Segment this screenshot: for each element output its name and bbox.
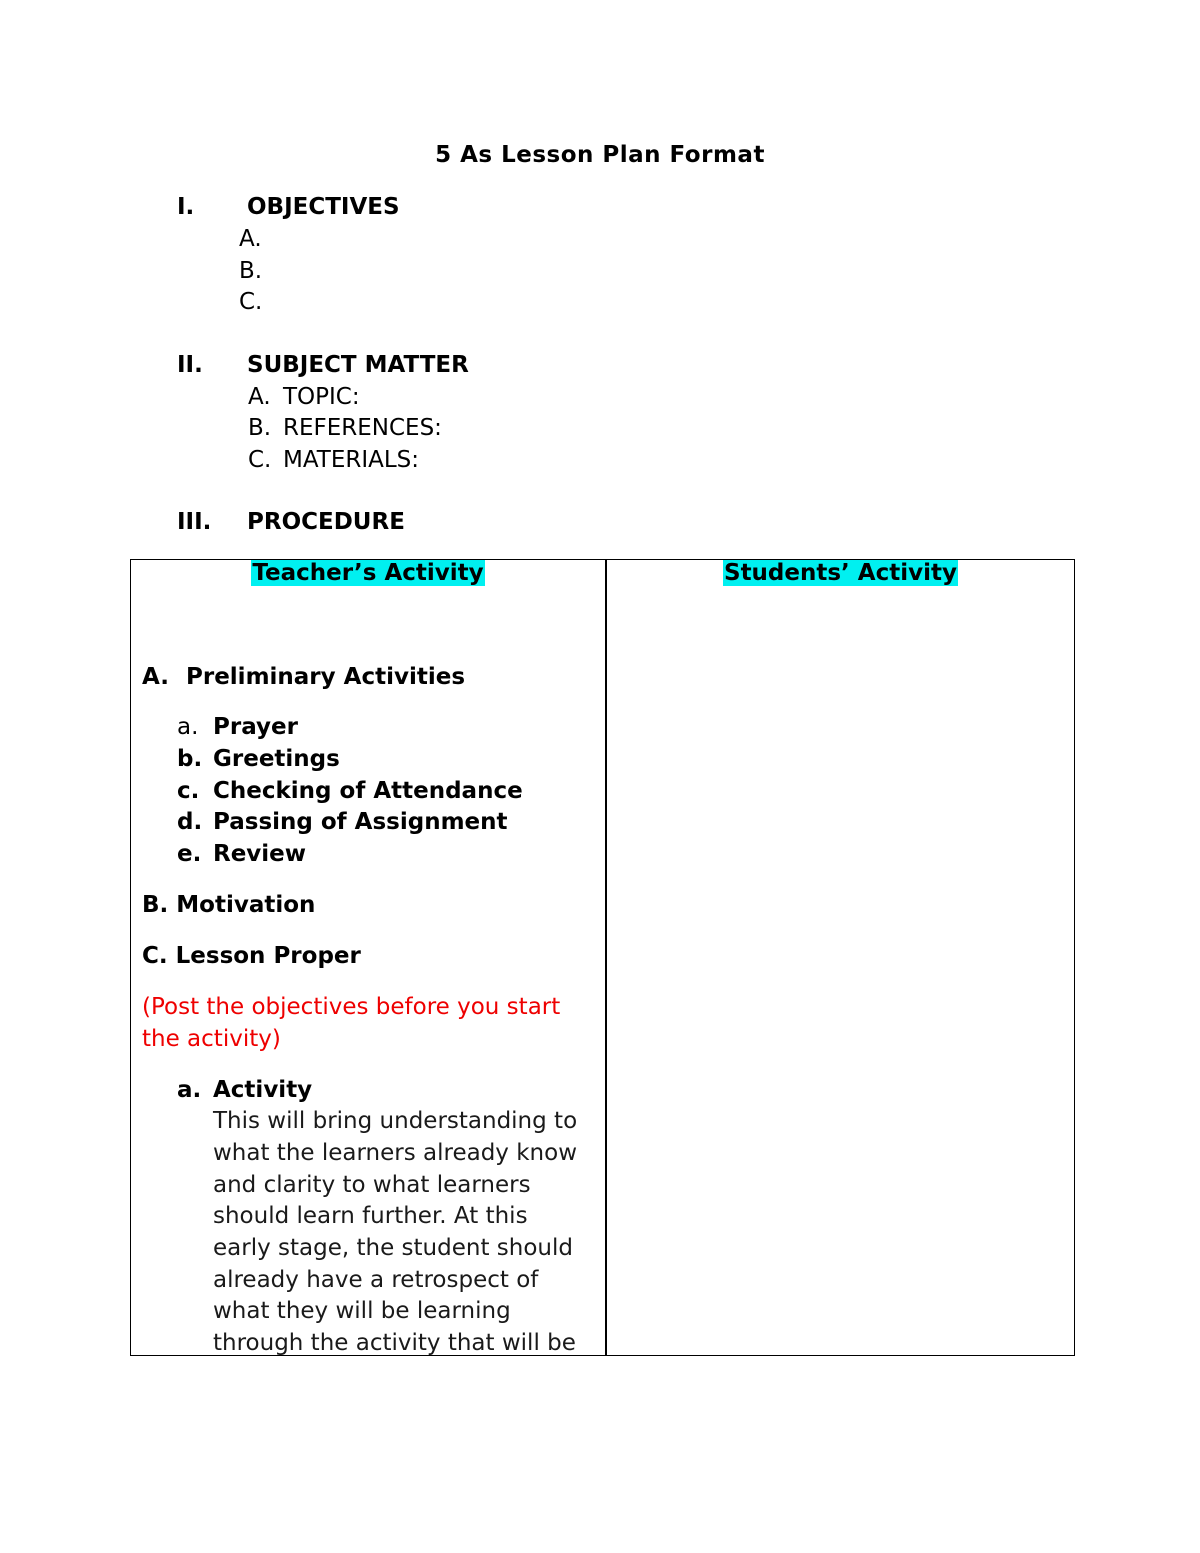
header-students-activity-cell: [606, 562, 1075, 585]
activity-heading: Activity: [213, 1077, 313, 1103]
activity-description-line: what they will be learning: [213, 1298, 511, 1324]
objective-item-a: A.: [239, 226, 262, 252]
prelim-item-greetings: Greetings: [213, 746, 340, 772]
subject-item-topic: TOPIC:: [283, 384, 360, 410]
objective-item-b: B.: [239, 258, 263, 284]
header-teachers-activity: Teacher’s Activity: [252, 560, 484, 586]
table-column-divider: [605, 559, 607, 1356]
activity-letter: a.: [177, 1077, 202, 1103]
prelim-item-assignment: Passing of Assignment: [213, 809, 508, 835]
preliminary-letter: A.: [142, 664, 169, 690]
header-students-activity: Students’ Activity: [724, 560, 957, 586]
subject-item-letter-topic: A.: [248, 384, 271, 410]
prelim-item-letter: e.: [177, 841, 202, 867]
header-teachers-activity-cell: [130, 562, 606, 585]
section-numeral-objectives: I.: [177, 194, 195, 220]
document-title: 5 As Lesson Plan Format: [435, 142, 765, 168]
section-numeral-procedure: III.: [177, 509, 212, 535]
lesson-proper-heading: C. Lesson Proper: [142, 943, 361, 969]
objectives-note-line: the activity): [142, 1026, 281, 1052]
prelim-item-letter: d.: [177, 809, 203, 835]
activity-description-line: early stage, the student should: [213, 1235, 573, 1261]
subject-item-references: REFERENCES:: [283, 415, 442, 441]
section-heading-objectives: OBJECTIVES: [247, 194, 400, 220]
prelim-item-letter: b.: [177, 746, 203, 772]
section-heading-procedure: PROCEDURE: [247, 509, 405, 535]
subject-item-letter-references: B.: [248, 415, 272, 441]
prelim-item-letter: c.: [177, 778, 200, 804]
prelim-item-attendance: Checking of Attendance: [213, 778, 523, 804]
subject-item-letter-materials: C.: [248, 447, 272, 473]
prelim-item-letter: a.: [177, 714, 199, 740]
activity-description-line: This will bring understanding to: [213, 1108, 578, 1134]
section-heading-subject-matter: SUBJECT MATTER: [247, 352, 469, 378]
preliminary-heading: Preliminary Activities: [186, 664, 466, 690]
objectives-note-line: (Post the objectives before you start: [142, 994, 561, 1020]
motivation-heading: B. Motivation: [142, 892, 316, 918]
activity-description-line: through the activity that will be: [213, 1330, 576, 1356]
activity-description-line: what the learners already know: [213, 1140, 578, 1166]
activity-description-line: should learn further. At this: [213, 1203, 528, 1229]
objective-item-c: C.: [239, 289, 263, 315]
prelim-item-review: Review: [213, 841, 307, 867]
activity-description-line: already have a retrospect of: [213, 1267, 539, 1293]
activity-description-line: and clarity to what learners: [213, 1172, 531, 1198]
prelim-item-prayer: Prayer: [213, 714, 298, 740]
section-numeral-subject-matter: II.: [177, 352, 203, 378]
subject-item-materials: MATERIALS:: [283, 447, 420, 473]
